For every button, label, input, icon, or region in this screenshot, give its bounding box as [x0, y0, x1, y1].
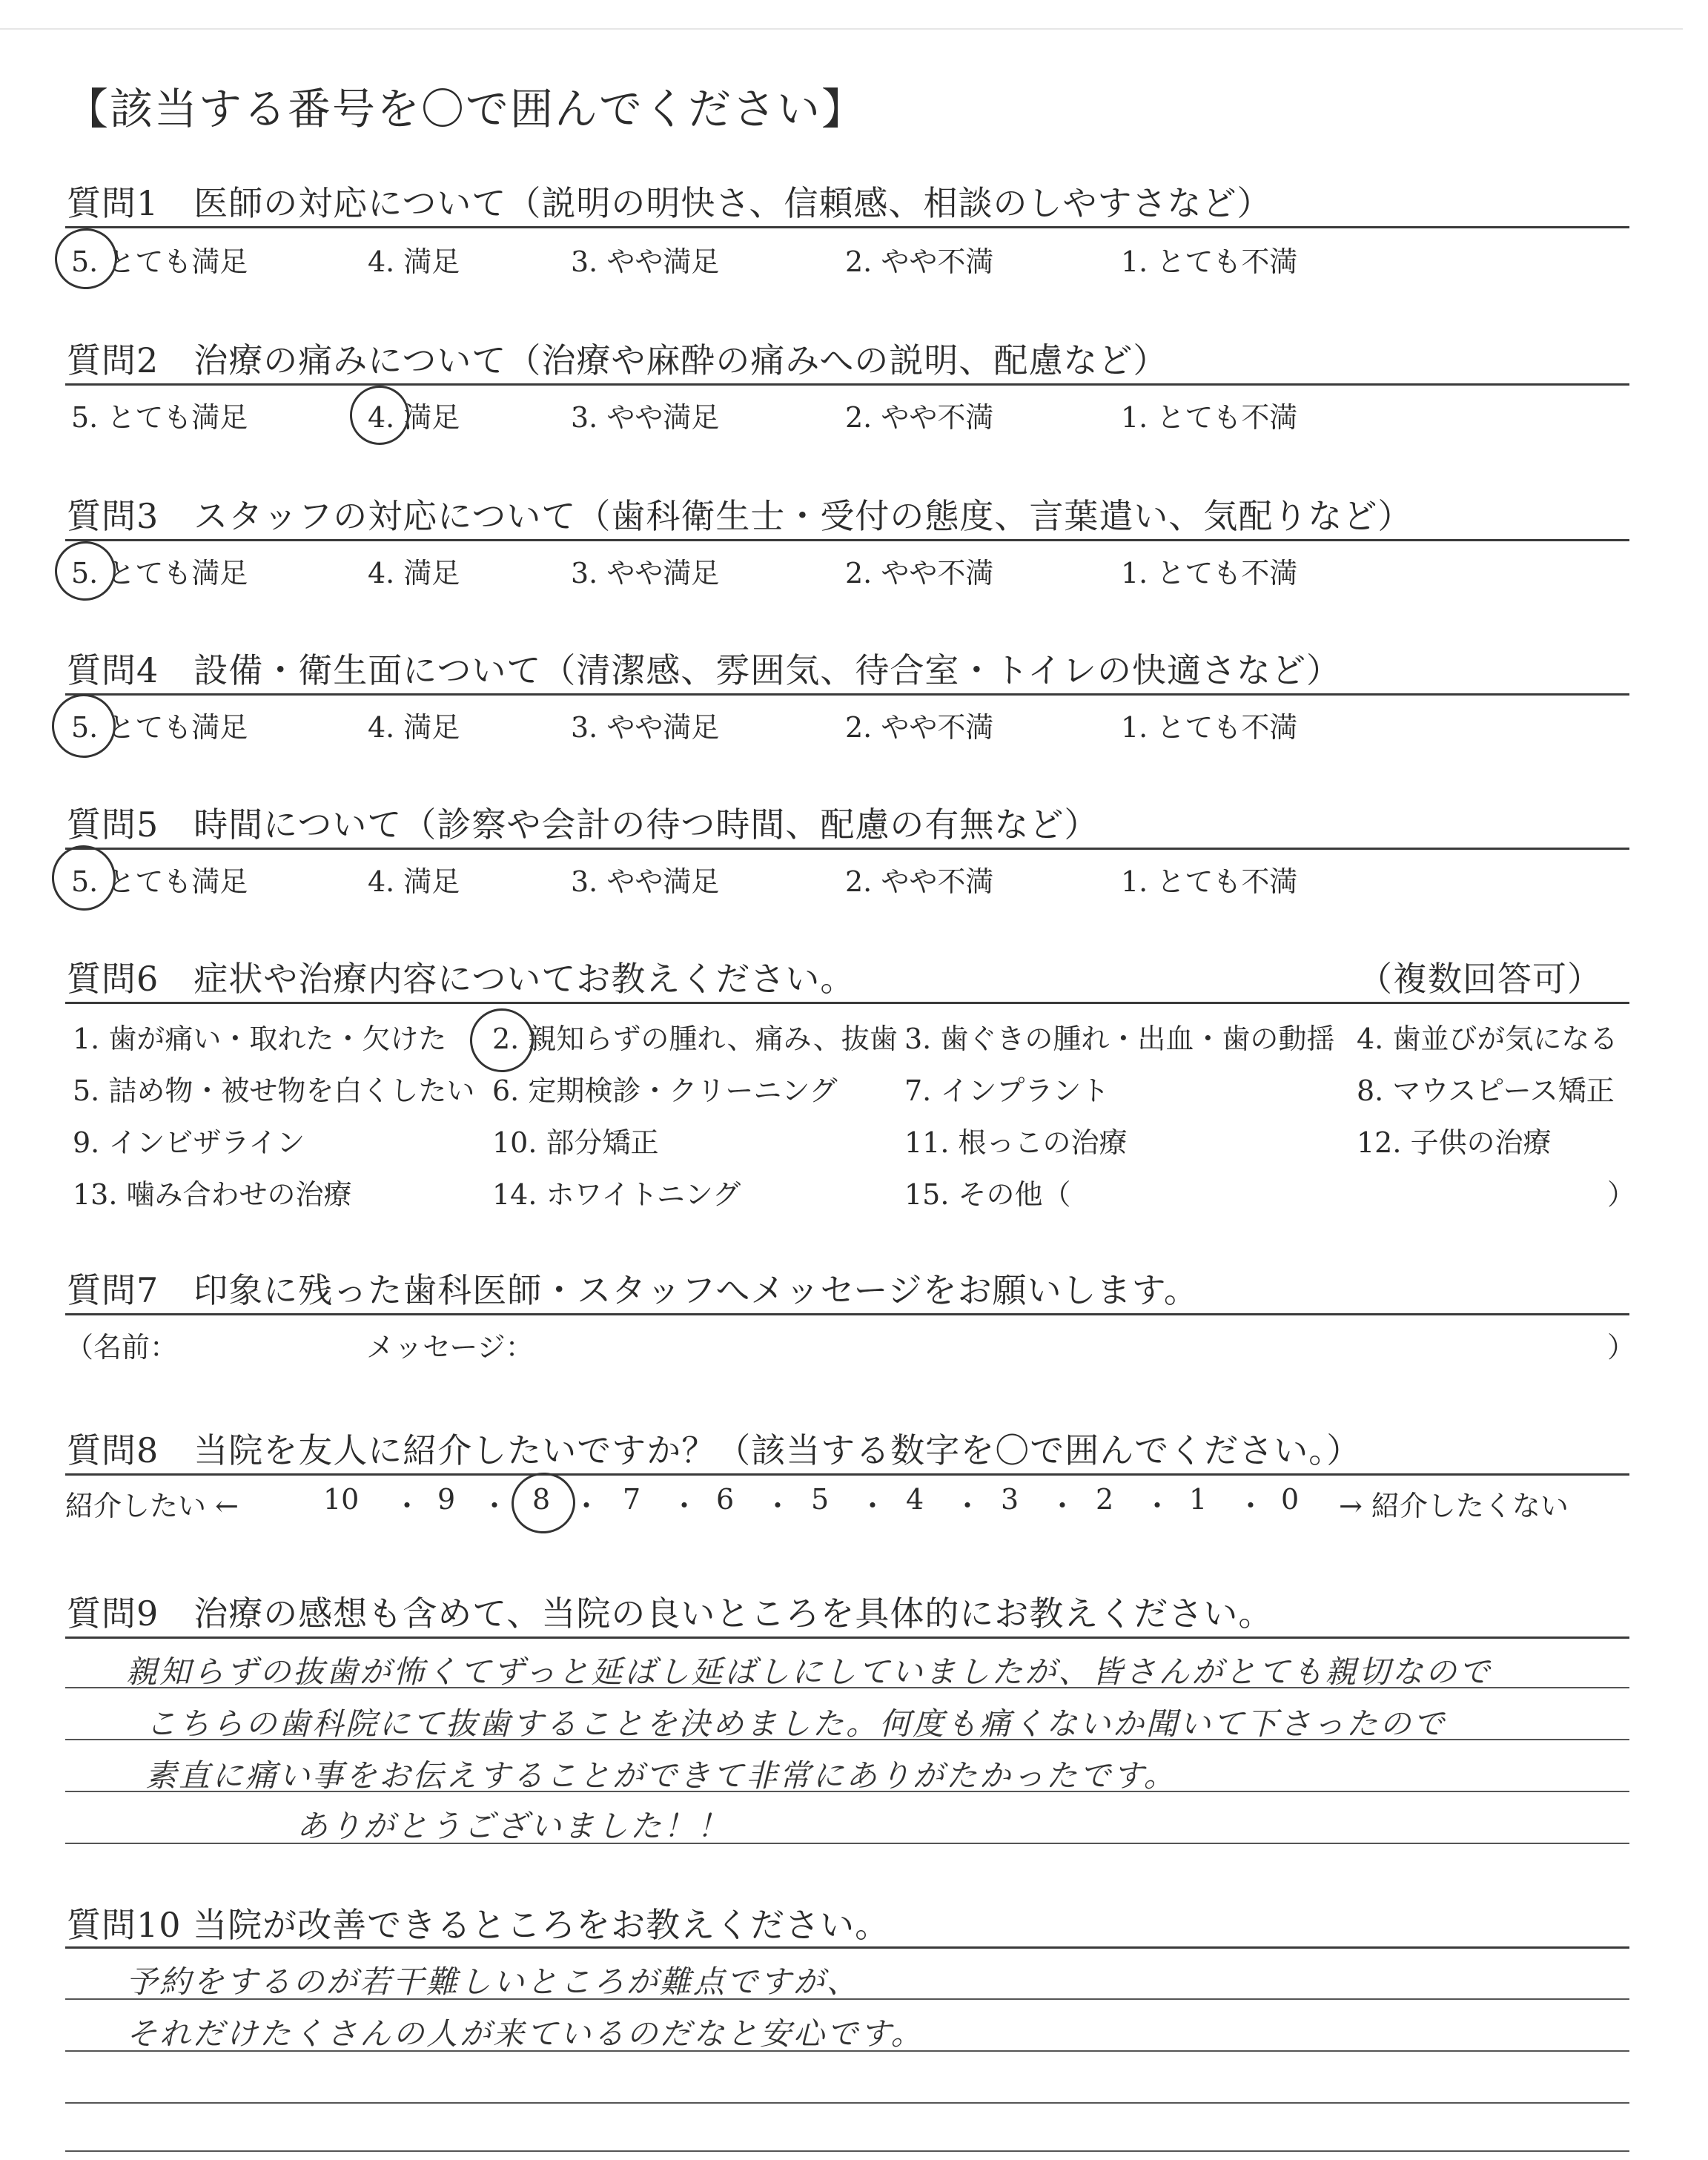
q4-selection-circle — [47, 690, 119, 762]
q3-option-2[interactable]: 2. やや不満 — [845, 557, 994, 589]
q8-right-label: → 紹介したくない — [1339, 1490, 1569, 1522]
q3-option-5[interactable]: 5. とても満足 — [71, 557, 248, 589]
q5-option-5[interactable]: 5. とても満足 — [71, 865, 248, 898]
q8-value-4[interactable]: 4 — [906, 1483, 924, 1516]
q6-item-14[interactable]: 14. ホワイトニング — [492, 1178, 741, 1211]
q8-dot: ・ — [858, 1490, 887, 1522]
q10-answer-line — [65, 2150, 1629, 2152]
question-8-rule — [65, 1473, 1629, 1476]
q9-answer-text-4: ありがとうございました！！ — [297, 1808, 731, 1844]
q9-answer-text-3: 素直に痛い事をお伝えすることができて非常にありがたかったです。 — [145, 1757, 1177, 1794]
q6-item-15[interactable]: 15. その他（ — [904, 1178, 1071, 1211]
question-6-rule — [65, 1002, 1629, 1004]
q7-close-paren: ） — [1607, 1331, 1636, 1364]
question-5-rule — [65, 848, 1629, 850]
q6-item-12[interactable]: 12. 子供の治療 — [1357, 1126, 1552, 1159]
top-edge-line — [0, 28, 1683, 30]
q8-selection-circle — [508, 1468, 580, 1537]
q8-value-8[interactable]: 8 — [532, 1483, 551, 1516]
q2-option-5[interactable]: 5. とても満足 — [71, 401, 248, 434]
question-7-rule — [65, 1313, 1629, 1315]
q6-item-1[interactable]: 1. 歯が痛い・取れた・欠けた — [73, 1023, 447, 1055]
q8-value-9[interactable]: 9 — [437, 1483, 456, 1516]
question-1-rule — [65, 226, 1629, 228]
q6-item-10[interactable]: 10. 部分矯正 — [492, 1126, 659, 1159]
question-3-title: 質問3 スタッフの対応について（歯科衛生士・受付の態度、言葉遣い、気配りなど） — [67, 496, 1413, 536]
q4-option-1[interactable]: 1. とても不満 — [1121, 711, 1298, 744]
q6-item-2[interactable]: 2. 親知らずの腫れ、痛み、抜歯 — [492, 1023, 898, 1055]
q6-item-4[interactable]: 4. 歯並びが気になる — [1357, 1023, 1618, 1055]
q6-item-6[interactable]: 6. 定期検診・クリーニング — [492, 1074, 838, 1107]
q1-option-3[interactable]: 3. やや満足 — [571, 245, 720, 278]
q10-answer-line — [65, 2102, 1629, 2104]
question-4-rule — [65, 693, 1629, 696]
q6-item-8[interactable]: 8. マウスピース矯正 — [1357, 1074, 1615, 1107]
q6-item-15-close: ） — [1607, 1178, 1636, 1211]
question-1-title: 質問1 医師の対応について（説明の明快さ、信頼感、相談のしやすさなど） — [67, 183, 1272, 223]
q8-dot: ・ — [393, 1490, 422, 1522]
q8-value-1[interactable]: 1 — [1189, 1483, 1208, 1516]
q10-answer-text-2: それだけたくさんの人が来ているのだなと安心です。 — [126, 2015, 924, 2052]
q6-item-3[interactable]: 3. 歯ぐきの腫れ・出血・歯の動揺 — [904, 1023, 1335, 1055]
q8-value-0[interactable]: 0 — [1281, 1483, 1300, 1516]
q7-name-label: （名前： — [65, 1331, 179, 1364]
q2-option-2[interactable]: 2. やや不満 — [845, 401, 994, 434]
q5-option-1[interactable]: 1. とても不満 — [1121, 865, 1298, 898]
question-2-title: 質問2 治療の痛みについて（治療や麻酔の痛みへの説明、配慮など） — [67, 340, 1168, 380]
q10-answer-text-1: 予約をするのが若干難しいところが難点ですが、 — [126, 1964, 861, 2000]
q7-message-label: メッセージ： — [366, 1331, 534, 1364]
q1-selection-circle — [51, 225, 122, 294]
q5-selection-circle — [47, 841, 119, 914]
q4-option-2[interactable]: 2. やや不満 — [845, 711, 994, 744]
q8-dot: ・ — [480, 1490, 509, 1522]
question-2-rule — [65, 383, 1629, 386]
q3-option-1[interactable]: 1. とても不満 — [1121, 557, 1298, 589]
q1-option-5[interactable]: 5. とても満足 — [71, 245, 248, 278]
q8-value-7[interactable]: 7 — [623, 1483, 641, 1516]
q3-selection-circle — [51, 538, 119, 605]
question-7-title: 質問7 印象に残った歯科医師・スタッフへメッセージをお願いします。 — [67, 1270, 1199, 1310]
question-10-title: 質問10 当院が改善できるところをお教えください。 — [67, 1905, 890, 1945]
q6-item-9[interactable]: 9. インビザライン — [73, 1126, 305, 1159]
q8-left-label: 紹介したい ← — [65, 1490, 239, 1522]
q4-option-3[interactable]: 3. やや満足 — [571, 711, 720, 744]
q2-option-3[interactable]: 3. やや満足 — [571, 401, 720, 434]
q8-dot: ・ — [1237, 1490, 1265, 1522]
page-header: 【該当する番号を〇で囲んでください】 — [65, 84, 867, 134]
question-3-rule — [65, 539, 1629, 541]
question-6-title: 質問6 症状や治療内容についてお教えください。 — [67, 959, 855, 999]
q5-option-3[interactable]: 3. やや満足 — [571, 865, 720, 898]
question-9-rule — [65, 1636, 1629, 1639]
q8-value-2[interactable]: 2 — [1096, 1483, 1114, 1516]
q8-value-5[interactable]: 5 — [811, 1483, 830, 1516]
q9-answer-text-2: こちらの歯科院にて抜歯することを決めました。何度も痛くないか聞いて下さったので — [145, 1705, 1447, 1742]
q3-option-3[interactable]: 3. やや満足 — [571, 557, 720, 589]
q2-option-1[interactable]: 1. とても不満 — [1121, 401, 1298, 434]
q4-option-5[interactable]: 5. とても満足 — [71, 711, 248, 744]
question-9-title: 質問9 治療の感想も含めて、当院の良いところを具体的にお教えください。 — [67, 1593, 1274, 1634]
q6-item-7[interactable]: 7. インプラント — [904, 1074, 1110, 1107]
q6-selection-circle — [466, 1004, 537, 1076]
q8-value-10[interactable]: 10 — [323, 1483, 360, 1516]
q8-dot: ・ — [572, 1490, 601, 1522]
q6-item-5[interactable]: 5. 詰め物・被せ物を白くしたい — [73, 1074, 475, 1107]
q4-option-4[interactable]: 4. 満足 — [368, 711, 460, 744]
q8-dot: ・ — [1143, 1490, 1172, 1522]
q1-option-4[interactable]: 4. 満足 — [368, 245, 460, 278]
q8-dot: ・ — [670, 1490, 699, 1522]
question-8-title: 質問8 当院を友人に紹介したいですか？（該当する数字を〇で囲んでください。） — [67, 1430, 1362, 1470]
q8-value-3[interactable]: 3 — [1001, 1483, 1019, 1516]
q2-selection-circle — [346, 382, 413, 449]
q2-option-4[interactable]: 4. 満足 — [368, 401, 460, 434]
q1-option-1[interactable]: 1. とても不満 — [1121, 245, 1298, 278]
q1-option-2[interactable]: 2. やや不満 — [845, 245, 994, 278]
q8-dot: ・ — [953, 1490, 982, 1522]
q8-dot: ・ — [764, 1490, 792, 1522]
q6-item-11[interactable]: 11. 根っこの治療 — [904, 1126, 1128, 1159]
q5-option-4[interactable]: 4. 満足 — [368, 865, 460, 898]
q9-answer-text-1: 親知らずの抜歯が怖くてずっと延ばし延ばしにしていましたが、皆さんがとても親切なので — [126, 1654, 1492, 1690]
question-10-rule — [65, 1946, 1629, 1949]
q6-item-13[interactable]: 13. 噛み合わせの治療 — [73, 1178, 352, 1211]
q5-option-2[interactable]: 2. やや不満 — [845, 865, 994, 898]
question-4-title: 質問4 設備・衛生面について（清潔感、雰囲気、待合室・トイレの快適さなど） — [67, 650, 1342, 690]
question-6-note: （複数回答可） — [1358, 959, 1602, 999]
q8-dot: ・ — [1048, 1490, 1077, 1522]
q3-option-4[interactable]: 4. 満足 — [368, 557, 460, 589]
q8-value-6[interactable]: 6 — [716, 1483, 735, 1516]
question-5-title: 質問5 時間について（診察や会計の待つ時間、配慮の有無など） — [67, 805, 1099, 845]
